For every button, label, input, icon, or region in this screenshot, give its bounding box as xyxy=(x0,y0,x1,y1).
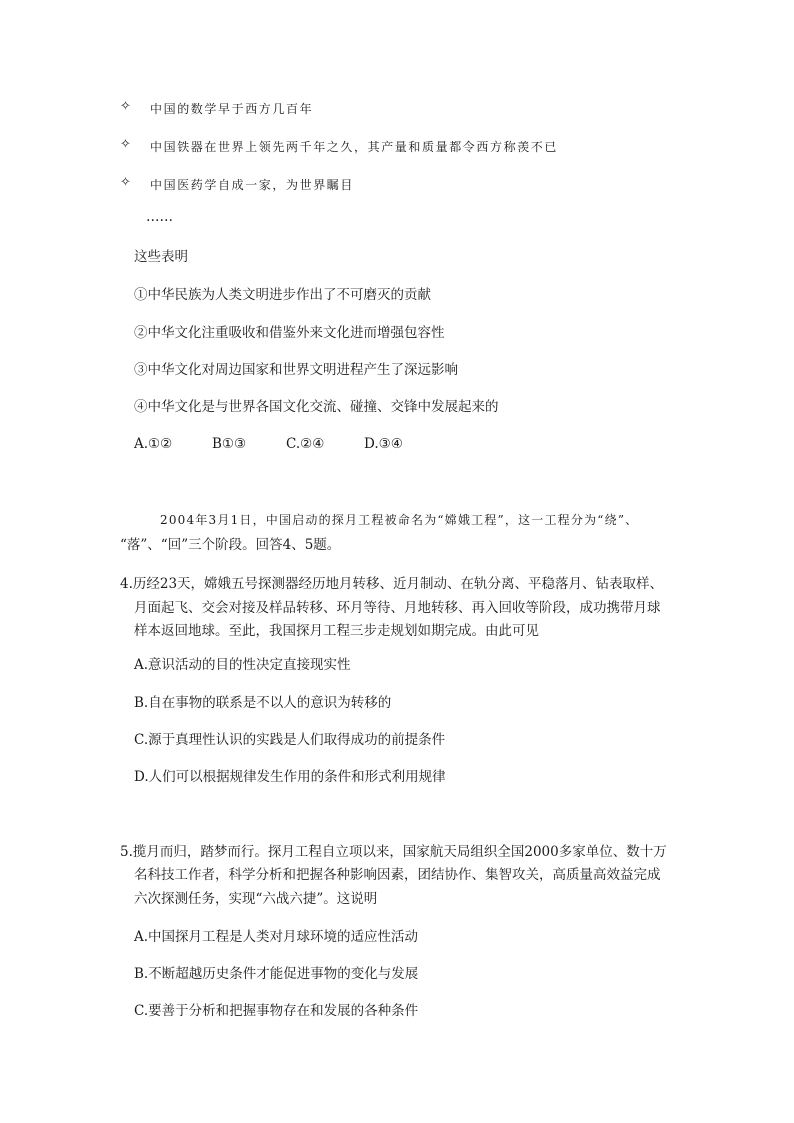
q4-option-c: C.源于真理性认识的实践是人们取得成功的前提条件 xyxy=(134,732,446,748)
q4-option-b: B.自在事物的联系是不以人的意识为转移的 xyxy=(134,695,392,711)
q4-option-a: A.意识活动的目的性决定直接现实性 xyxy=(134,657,351,673)
ellipsis: …… xyxy=(146,209,173,225)
q5-stem-line-2: 名科技工作者，科学分析和把握各种影响因素，团结协作、集智攻关，高质量高效益完成 xyxy=(134,867,661,883)
q3-statement-4: ④中华文化是与世界各国文化交流、碰撞、交锋中发展起来的 xyxy=(134,399,499,415)
q4-stem-line-3: 样本返回地球。至此，我国探月工程三步走规划如期完成。由此可见 xyxy=(134,623,539,639)
material-line-2: “落”、“回”三个阶段。回答4、5题。 xyxy=(120,537,341,553)
q5-option-a: A.中国探月工程是人类对月球环境的适应性活动 xyxy=(134,929,419,945)
bullet-text-1: 中国的数学早于西方几百年 xyxy=(150,102,314,116)
q5-stem-line-1: 5.揽月而归，踏梦而行。探月工程自立项以来，国家航天局组织全国2000多家单位、数十万 xyxy=(120,844,667,860)
q4-stem-line-1: 4.历经23天，嫦娥五号探测器经历地月转移、近月制动、在轨分离、平稳落月、钻表取样、 xyxy=(120,576,664,592)
q3-option-c: C.②④ xyxy=(286,436,325,452)
q3-statement-1: ①中华民族为人类文明进步作出了不可磨灭的贡献 xyxy=(134,287,431,303)
q3-stem: 这些表明 xyxy=(134,249,188,265)
q5-option-b: B.不断超越历史条件才能促进事物的变化与发展 xyxy=(134,966,419,982)
diamond-bullet-icon: ✧ xyxy=(120,99,131,114)
q5-stem-line-3: 六次探测任务，实现“六战六捷”。这说明 xyxy=(134,891,378,907)
q3-statement-3: ③中华文化对周边国家和世界文明进程产生了深远影响 xyxy=(134,362,458,378)
material-line-1: 2004年3月1日，中国启动的探月工程被命名为“嫦娥工程”，这一工程分为“绕”、 xyxy=(160,513,639,527)
q3-option-b: B①③ xyxy=(212,436,247,452)
q5-option-c: C.要善于分析和把握事物存在和发展的各种条件 xyxy=(134,1003,419,1019)
q4-stem-line-2: 月面起飞、交会对接及样品转移、环月等待、月地转移、再入回收等阶段，成功携带月球 xyxy=(134,600,661,616)
q3-option-d: D.③④ xyxy=(364,436,403,452)
diamond-bullet-icon: ✧ xyxy=(120,175,131,190)
q4-option-d: D.人们可以根据规律发生作用的条件和形式利用规律 xyxy=(134,769,446,785)
bullet-text-3: 中国医药学自成一家，为世界瞩目 xyxy=(150,178,355,192)
bullet-text-2: 中国铁器在世界上领先两千年之久，其产量和质量都令西方称羡不已 xyxy=(150,140,559,154)
diamond-bullet-icon: ✧ xyxy=(120,137,131,152)
q3-option-a: A.①② xyxy=(134,436,173,452)
q3-statement-2: ②中华文化注重吸收和借鉴外来文化进而增强包容性 xyxy=(134,325,445,341)
